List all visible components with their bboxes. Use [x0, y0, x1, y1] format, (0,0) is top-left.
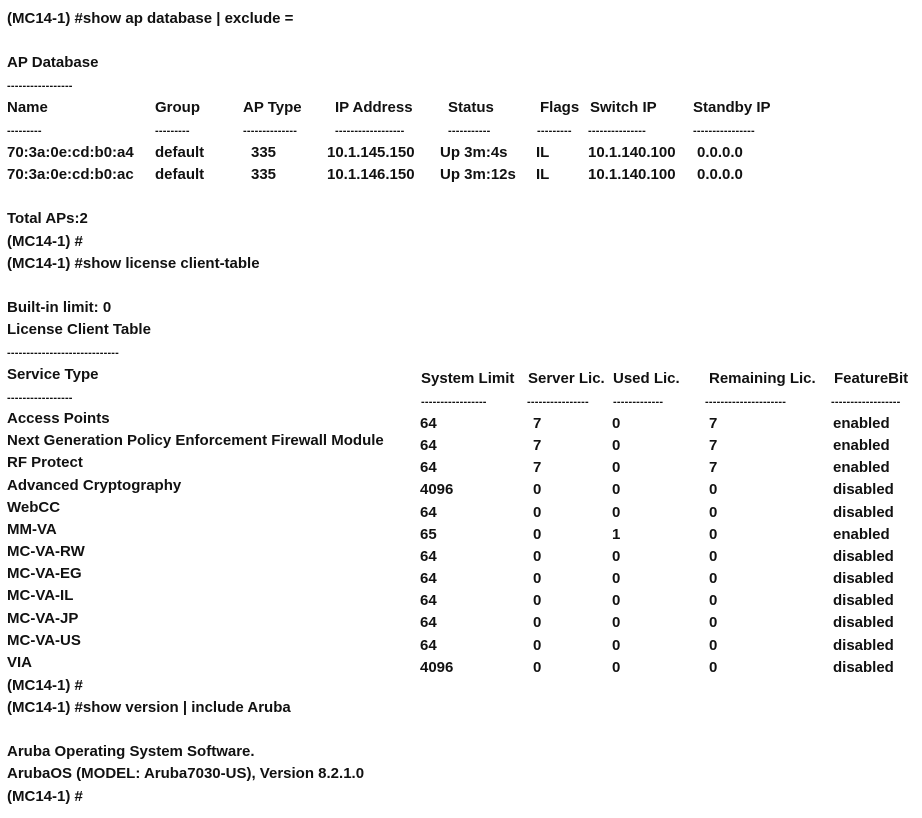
lic-underline-used-lic: ------------- [613, 396, 664, 408]
lic-cell-featurebit: disabled [833, 548, 894, 565]
lic-cell-server-lic: 0 [533, 481, 542, 498]
lic-cell-remaining-lic: 0 [709, 481, 718, 498]
ap-cell-name: 70:3a:0e:cd:b0:ac [7, 166, 134, 183]
lic-cell-server-lic: 7 [533, 459, 542, 476]
lic-header-remaining-lic: Remaining Lic. [709, 370, 816, 387]
lic-cell-used-lic: 0 [612, 548, 621, 565]
ap-cell-status: Up 3m:12s [440, 166, 516, 183]
ap-cell-flags: IL [536, 144, 550, 161]
lic-cell-server-lic: 0 [533, 637, 542, 654]
lic-cell-remaining-lic: 0 [709, 570, 718, 587]
ap-cell-standby-ip: 0.0.0.0 [697, 166, 743, 183]
ap-underline-flags: --------- [537, 125, 572, 137]
command-show-version: (MC14-1) #show version | include Aruba [7, 699, 291, 716]
lic-cell-server-lic: 0 [533, 504, 542, 521]
ap-header-status: Status [448, 99, 494, 116]
lic-cell-server-lic: 7 [533, 415, 542, 432]
lic-cell-server-lic: 0 [533, 548, 542, 565]
lic-cell-used-lic: 0 [612, 415, 621, 432]
lic-cell-featurebit: enabled [833, 415, 890, 432]
ap-cell-group: default [155, 144, 205, 161]
lic-cell-server-lic: 0 [533, 659, 542, 676]
lic-cell-featurebit: disabled [833, 592, 894, 609]
lic-cell-system-limit: 64 [420, 614, 437, 631]
ap-header-flags: Flags [540, 99, 580, 116]
lic-header-system-limit: System Limit [421, 370, 515, 387]
lic-cell-service-type: MC-VA-IL [7, 587, 74, 604]
lic-cell-used-lic: 0 [612, 459, 621, 476]
lic-cell-service-type: WebCC [7, 499, 61, 516]
lic-cell-used-lic: 0 [612, 659, 621, 676]
lic-cell-remaining-lic: 7 [709, 415, 718, 432]
lic-cell-service-type: RF Protect [7, 454, 83, 471]
lic-header-featurebit: FeatureBit [834, 370, 909, 387]
lic-cell-system-limit: 64 [420, 548, 437, 565]
ap-underline-status: ----------- [448, 125, 491, 137]
ap-header-name: Name [7, 99, 48, 116]
lic-cell-service-type: Advanced Cryptography [7, 477, 182, 494]
lic-cell-server-lic: 0 [533, 614, 542, 631]
ap-header-standby-ip: Standby IP [693, 99, 771, 116]
license-title-underline: ----------------------------- [7, 347, 120, 359]
lic-cell-featurebit: disabled [833, 570, 894, 587]
lic-cell-featurebit: disabled [833, 481, 894, 498]
lic-underline-server-lic: ---------------- [527, 396, 589, 408]
ap-underline-name: --------- [7, 125, 42, 137]
lic-cell-system-limit: 64 [420, 570, 437, 587]
lic-cell-system-limit: 64 [420, 592, 437, 609]
lic-cell-remaining-lic: 0 [709, 614, 718, 631]
lic-cell-remaining-lic: 0 [709, 548, 718, 565]
lic-cell-featurebit: enabled [833, 437, 890, 454]
ap-cell-group: default [155, 166, 205, 183]
lic-cell-remaining-lic: 0 [709, 526, 718, 543]
lic-cell-system-limit: 64 [420, 415, 437, 432]
lic-cell-used-lic: 0 [612, 637, 621, 654]
lic-cell-service-type: Next Generation Policy Enforcement Firewall Module [7, 432, 384, 449]
lic-underline-service-type: ----------------- [7, 392, 73, 404]
lic-cell-used-lic: 0 [612, 614, 621, 631]
lic-cell-server-lic: 0 [533, 526, 542, 543]
ap-header-ip-address: IP Address [335, 99, 413, 116]
lic-header-used-lic: Used Lic. [613, 370, 680, 387]
lic-cell-service-type: MC-VA-JP [7, 610, 79, 627]
lic-cell-used-lic: 0 [612, 570, 621, 587]
ap-underline-switch-ip: --------------- [588, 125, 646, 137]
ap-cell-switch-ip: 10.1.140.100 [588, 166, 676, 183]
lic-underline-remaining-lic: --------------------- [705, 396, 787, 408]
lic-cell-service-type: Access Points [7, 410, 110, 427]
lic-cell-used-lic: 0 [612, 437, 621, 454]
ap-underline-ip-address: ------------------ [335, 125, 405, 137]
lic-cell-service-type: VIA [7, 654, 33, 671]
lic-cell-service-type: MM-VA [7, 521, 57, 538]
ap-cell-flags: IL [536, 166, 550, 183]
prompt: (MC14-1) # [7, 677, 83, 694]
lic-header-server-lic: Server Lic. [528, 370, 605, 387]
lic-cell-used-lic: 1 [612, 526, 621, 543]
ap-underline-group: --------- [155, 125, 190, 137]
ap-underline-ap-type: -------------- [243, 125, 298, 137]
lic-header-service-type: Service Type [7, 366, 99, 383]
lic-cell-server-lic: 7 [533, 437, 542, 454]
lic-cell-remaining-lic: 0 [709, 504, 718, 521]
lic-cell-used-lic: 0 [612, 481, 621, 498]
lic-cell-service-type: MC-VA-RW [7, 543, 85, 560]
ap-cell-ap-type: 335 [251, 166, 277, 183]
lic-cell-system-limit: 64 [420, 504, 437, 521]
ap-cell-ap-type: 335 [251, 144, 277, 161]
lic-cell-remaining-lic: 7 [709, 459, 718, 476]
prompt: (MC14-1) # [7, 788, 83, 805]
ap-cell-standby-ip: 0.0.0.0 [697, 144, 743, 161]
lic-cell-system-limit: 64 [420, 459, 437, 476]
aos-version: ArubaOS (MODEL: Aruba7030-US), Version 8.2.1.0 [7, 765, 365, 782]
lic-cell-featurebit: disabled [833, 637, 894, 654]
lic-cell-system-limit: 65 [420, 526, 437, 543]
ap-cell-switch-ip: 10.1.140.100 [588, 144, 676, 161]
lic-cell-featurebit: disabled [833, 504, 894, 521]
ap-cell-ip-address: 10.1.146.150 [327, 166, 415, 183]
lic-cell-featurebit: disabled [833, 614, 894, 631]
ap-database-title-underline: ----------------- [7, 80, 73, 92]
lic-cell-featurebit: enabled [833, 459, 890, 476]
ap-underline-standby-ip: ---------------- [693, 125, 755, 137]
lic-cell-remaining-lic: 0 [709, 637, 718, 654]
ap-header-group: Group [155, 99, 200, 116]
lic-cell-remaining-lic: 0 [709, 659, 718, 676]
ap-cell-status: Up 3m:4s [440, 144, 508, 161]
ap-header-switch-ip: Switch IP [590, 99, 657, 116]
lic-cell-server-lic: 0 [533, 570, 542, 587]
total-aps: Total APs:2 [7, 210, 88, 227]
built-in-limit: Built-in limit: 0 [7, 299, 112, 316]
ap-cell-ip-address: 10.1.145.150 [327, 144, 415, 161]
ap-cell-name: 70:3a:0e:cd:b0:a4 [7, 144, 134, 161]
lic-cell-server-lic: 0 [533, 592, 542, 609]
ap-database-title: AP Database [7, 54, 99, 71]
aos-title: Aruba Operating System Software. [7, 743, 255, 760]
lic-cell-service-type: MC-VA-EG [7, 565, 82, 582]
license-client-table-title: License Client Table [7, 321, 151, 338]
lic-cell-used-lic: 0 [612, 504, 621, 521]
prompt: (MC14-1) # [7, 233, 83, 250]
command-show-ap-database: (MC14-1) #show ap database | exclude = [7, 10, 294, 27]
lic-cell-system-limit: 4096 [420, 659, 454, 676]
lic-cell-service-type: MC-VA-US [7, 632, 81, 649]
lic-cell-remaining-lic: 7 [709, 437, 718, 454]
lic-cell-remaining-lic: 0 [709, 592, 718, 609]
lic-cell-featurebit: disabled [833, 659, 894, 676]
ap-header-ap-type: AP Type [243, 99, 302, 116]
lic-cell-system-limit: 64 [420, 437, 437, 454]
lic-underline-featurebit: ------------------ [831, 396, 901, 408]
lic-cell-system-limit: 64 [420, 637, 437, 654]
lic-cell-system-limit: 4096 [420, 481, 454, 498]
command-show-license-client-table: (MC14-1) #show license client-table [7, 255, 260, 272]
lic-cell-used-lic: 0 [612, 592, 621, 609]
lic-underline-system-limit: ----------------- [421, 396, 487, 408]
lic-cell-featurebit: enabled [833, 526, 890, 543]
